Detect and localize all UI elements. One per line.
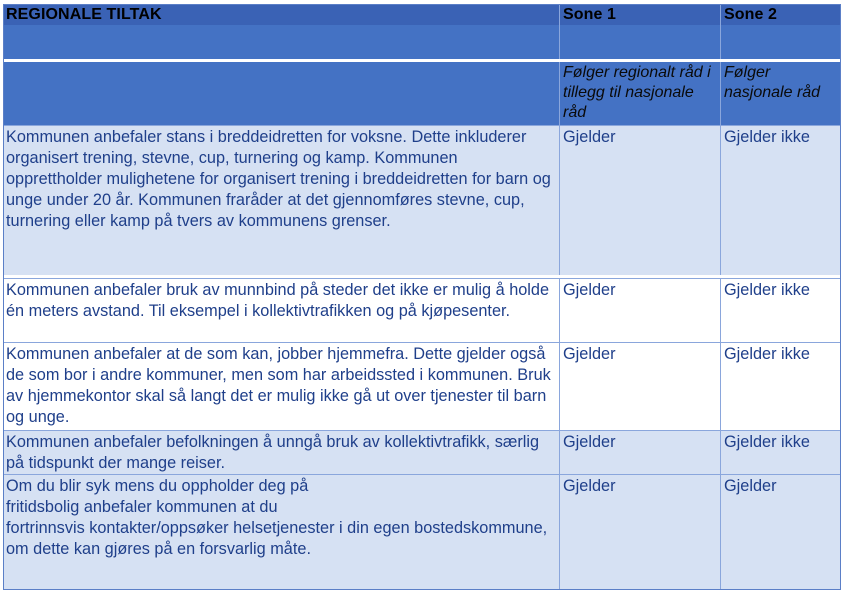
zone1-note: Følger regionalt råd i tillegg til nasjonale råd <box>563 64 711 121</box>
zone2-status: Gjelder ikke <box>724 281 810 299</box>
table-row <box>4 125 840 275</box>
table-row <box>4 474 840 589</box>
header-cell-measure <box>4 5 560 59</box>
table-header-row <box>4 5 840 59</box>
header-zone2: Sone 2 <box>724 6 778 23</box>
header-title: REGIONALE TILTAK <box>6 6 162 23</box>
regional-measures-table <box>3 4 841 590</box>
subheader-cell-zone2 <box>721 62 842 125</box>
measure-text: Kommunen anbefaler stans i breddeidretten for voksne. Dette inkluderer organisert trening, stevne, cup, turnering og kamp. Kommunen opprettholder mulighetene for organisert trening i breddeidretten for barn og unge under 20 år. Kommunen fraråder at det gjennomføres stevne, cup, turnering eller kamp på tvers av kommunens grenser. <box>6 128 551 230</box>
header-zone1: Sone 1 <box>563 6 617 23</box>
zone2-status: Gjelder ikke <box>724 433 810 451</box>
zone1-status: Gjelder <box>563 345 616 363</box>
zone2-status: Gjelder <box>724 477 777 495</box>
zone1-status: Gjelder <box>563 281 616 299</box>
zone1-status: Gjelder <box>563 433 616 451</box>
zone1-status: Gjelder <box>563 128 616 146</box>
subheader-cell-zone1 <box>560 62 721 125</box>
zone1-status: Gjelder <box>563 477 616 495</box>
table-row <box>4 430 840 474</box>
header-cell-zone2 <box>721 5 842 59</box>
zone2-status: Gjelder ikke <box>724 128 810 146</box>
header-cell-zone1 <box>560 5 721 59</box>
subheader-cell-empty <box>4 62 560 125</box>
table-row <box>4 278 840 342</box>
measure-text: Kommunen anbefaler bruk av munnbind på steder det ikke er mulig å holde én meters avstand. Til eksempel i kollektivtrafikken og på kjøpesenter. <box>6 281 550 320</box>
measure-text: Kommunen anbefaler at de som kan, jobber hjemmefra. Dette gjelder også de som bor i andre kommuner, men som har arbeidssted i kommunen. Bruk av hjemmekontor skal så langt det er mulig ikke gå ut over tjenester til barn og unge. <box>6 345 551 426</box>
table-row <box>4 342 840 430</box>
table-subheader-row <box>4 62 840 125</box>
zone2-note: Følger nasjonale råd <box>724 64 821 101</box>
zone2-status: Gjelder ikke <box>724 345 810 363</box>
measure-text: Om du blir syk mens du oppholder deg på fritidsbolig anbefaler kommunen at du fortrinnsvis kontakter/oppsøker helsetjenester i din egen bostedskommune, om dette kan gjøres på en forsvarlig måte. <box>6 477 548 558</box>
measure-text: Kommunen anbefaler befolkningen å unngå bruk av kollektivtrafikk, særlig på tidspunkt der mange reiser. <box>6 433 540 472</box>
